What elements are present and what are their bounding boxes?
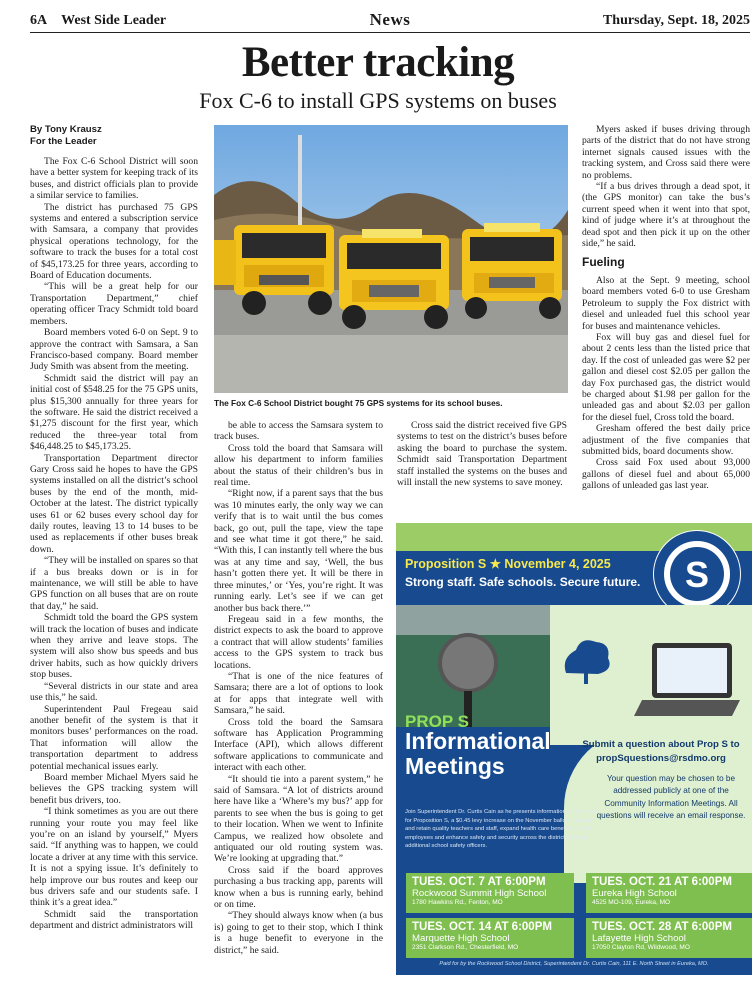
article-paragraph: Cross said Fox used about 93,000 gallons of diesel fuel and about 65,000 gallons of unleaded gas last year. [582,457,750,492]
article-paragraph: “Right now, if a parent says that the bus was 10 minutes early, the only way we can verify that is to wait until the bus comes back, go out, pull the tape, view the tape and see what time it got there,” he said. “With this, I can instantly tell where the bus was at any time and say, ‘Well, the bus hasn’t gotten there yet. It will be there in three minutes,’ or ‘Yes, you’re right. It was running early. Let’s see if we can get another bus back there.’” [214,488,383,614]
article-paragraph: “This will be a great help for our Transportation Department,” chief operating officer Tracy Schmidt told board members. [30,281,198,327]
school-buses-photo [214,125,568,393]
article-paragraph: Cross told the board the Samsara software has Application Programming Interface (API), which allows different software applications to communicate and interact with each other. [214,716,383,774]
ad-title: Informational Meetings [405,728,551,779]
article-paragraph: Schmidt told the board the GPS system will track the location of buses and indicate when they arrive and leave stops. The system will also show bus speeds and bus driver habits, such as how quickly drivers stop buses. [30,612,198,681]
ad-prop-label: PROP S [405,712,469,731]
article-paragraph: “It should tie into a parent system,” he said of Samsara. “A lot of districts around here have like a ‘Where’s my bus?’ app for parents to see when the bus is going to get to their location. When we went to Infinite Campus, we realized how obsolete and antiquated our old routing system was. We’re looking at upgrading that.” [214,773,383,865]
byline: By Tony Krausz For the Leader [30,124,102,147]
article-paragraph: Schmidt said the transportation department and district administrators will [30,908,198,932]
ad-description: Join Superintendent Dr. Curtis Cain as he presents information on the need for Proposition S, a $0.45 levy increase on the November ballot to recruit and retain quality teachers and staff, expand health care benefits to more employees and enhance safety and security across the district by hiring additional school safety officers. [405,809,599,849]
meeting-card: TUES. OCT. 21 AT 6:00PM Eureka High School 4525 MO-109, Eureka, MO [586,873,752,913]
article-paragraph: The Fox C-6 School District will soon have a better system for keeping track of its buses, and district officials plan to provide a similar service to families. [30,156,198,202]
article-paragraph: “If a bus drives through a dead spot, it (the GPS monitor) can take the bus’s current speed when it went into that spot, kind of judge where it’s at throughout the dead spot and then pick it up on the other side,” he said. [582,181,750,250]
headline: Better tracking [241,39,515,86]
section-name: News [369,10,411,29]
ad-submit-body: Your question may be chosen to be addressed publicly at one of the Community Information Meetings. All questions will receive an email response. [596,774,746,821]
ad-tagline: Strong staff. Safe schools. Secure future. [405,575,641,589]
article-paragraph: Superintendent Paul Fregeau said another benefit of the system is that it monitors buses’ performances on the road. That information will allow the transportation department to address potential mechanical issues early. [30,703,198,772]
article-paragraph: Schmidt said the district will pay an initial cost of $548.25 for the 75 GPS units, plus $15,300 annually for three years for the software. He said the district received a $1,275 discount for the first year, which reduced the three-year total from $46,448.25 to $45,173.25. [30,372,198,453]
article-paragraph: “That is one of the nice features of Samsara; there are a lot of options to look at for apps that integrate well with Samsara,” he said. [214,670,383,717]
article-paragraph: Cross said if the board approves purchasing a bus tracking app, parents will know when a bus is running early, behind or on time. [214,864,383,911]
article-paragraph: Fox will buy gas and diesel fuel for about 2 cents less than the listed price that day. If the cost of unleaded gas were $2 per gallon and diesel cost $2.05 per gallon the day Fox purchased gas, the district would be charged about $1.98 per gallon for the unleaded gas and about $2.03 per gallon for the diesel fuel, Cross told the board. [582,331,750,423]
article-paragraph: “They should always know when (a bus is) going to get to their stop, which I think is a huge benefit to everyone in the district,” he said. [214,910,383,956]
microphone-photo [396,605,550,727]
page-header [30,10,750,33]
article-paragraph: Myers asked if buses driving through parts of the district that do not have strong internet signals caused issues with the tracking system, and Cross said there were no problems. [582,124,750,181]
article-column-1 [30,124,198,932]
laptop-icon [632,638,742,728]
article-paragraph: be able to access the Samsara system to track buses. [214,420,383,443]
svg-text:S: S [684,554,710,595]
article-column-4 [582,124,750,492]
ad-submit-question: Submit a question about Prop S to propSquestions@rsdmo.org [582,739,740,764]
meeting-card: TUES. OCT. 14 AT 6:00PM Marquette High School 2351 Clarkson Rd., Chesterfield, MO [406,918,574,958]
ad-topline: Proposition S ★ November 4, 2025 [405,557,611,571]
article-paragraph: Also at the Sept. 9 meeting, school board members voted 6-0 to use Gresham Petroleum to supply the Fox district with diesel and unleaded fuel this school year for buses and maintenance vehicles. [582,274,750,332]
article-column-3 [397,420,567,488]
page-number-paper: 6A West Side Leader [30,13,167,28]
meeting-card: TUES. OCT. 7 AT 6:00PM Rockwood Summit High School 1780 Hawkins Rd., Fenton, MO [406,873,574,913]
article-paragraph: Gresham offered the best daily price adjustment of the five companies that submitted bids, board documents show. [582,423,750,457]
ad-footer: Paid for by the Rockwood School District, Superintendent Dr. Curtis Cain, 111 E. North Street in Eureka, MO. [439,961,709,967]
article-column-2 [214,420,383,956]
photo-caption: The Fox C-6 School District bought 75 GPS systems for its school buses. [214,398,503,408]
article-paragraph: “I think sometimes as you are out there running your route you may feel like you’re on an island by yourself,” Myers said. “If anything was to happen, we could locate a driver at any time with this service. It is not a spying issue. It’s definitely to help improve our bus routes and keep our bus drivers safe and our students safe. I think it’s a great idea.” [30,806,198,909]
article-paragraph: Cross told the board that Samsara will allow his department to inform families about the status of their children’s bus in real time. [214,442,383,489]
article-paragraph: “Several districts in our state and area use this,” he said. [30,680,198,704]
article-paragraph: Transportation Department director Gary Cross said he hopes to have the GPS systems installed on all the district’s school buses by the end of the month, mid-October at the latest. The district typically uses 61 or 62 buses every school day for daily routes, leaving 13 to 14 buses to be used as replacements if other buses break down. [30,452,198,555]
prop-s-advertisement [396,523,752,975]
issue-date: Thursday, Sept. 18, 2025 [602,13,750,28]
article-paragraph: Board member Michael Myers said he believes the GPS tracking system will benefit bus drivers, too. [30,771,198,806]
meeting-card: TUES. OCT. 28 AT 6:00PM Lafayette High School 17050 Clayton Rd, Wildwood, MO [586,918,752,958]
tree-logo-icon [556,628,616,688]
article-paragraph: Fregeau said in a few months, the district expects to ask the board to approve a contract that will allow students’ families access to the GPS system to track bus locations. [214,613,383,671]
article-paragraph: “They will be installed on spares so that if a bus breaks down or is in for maintenance, we will still be able to have GPS function on all buses that are on route that day,” he said. [30,555,198,612]
fueling-subhead: Fueling [582,255,625,270]
article-paragraph: Cross said the district received five GPS systems to test on the district’s buses before asking the board to purchase the system. Schmidt said Transportation Department staff installed the systems on the buses and will install the new systems to save money. [397,420,567,489]
article-paragraph: The district has purchased 75 GPS systems and entered a subscription service with Samsara, a company that provides physical operations technology, for the software to track the buses for a total cost of $45,173.25 for three years, according to Board of Education documents. [30,201,198,282]
article-paragraph: Board members voted 6-0 on Sept. 9 to approve the contract with Samsara, a San Francisco-based company. Board member Judy Smith was absent from the meeting. [30,327,198,373]
subheadline: Fox C-6 to install GPS systems on buses [199,88,557,113]
